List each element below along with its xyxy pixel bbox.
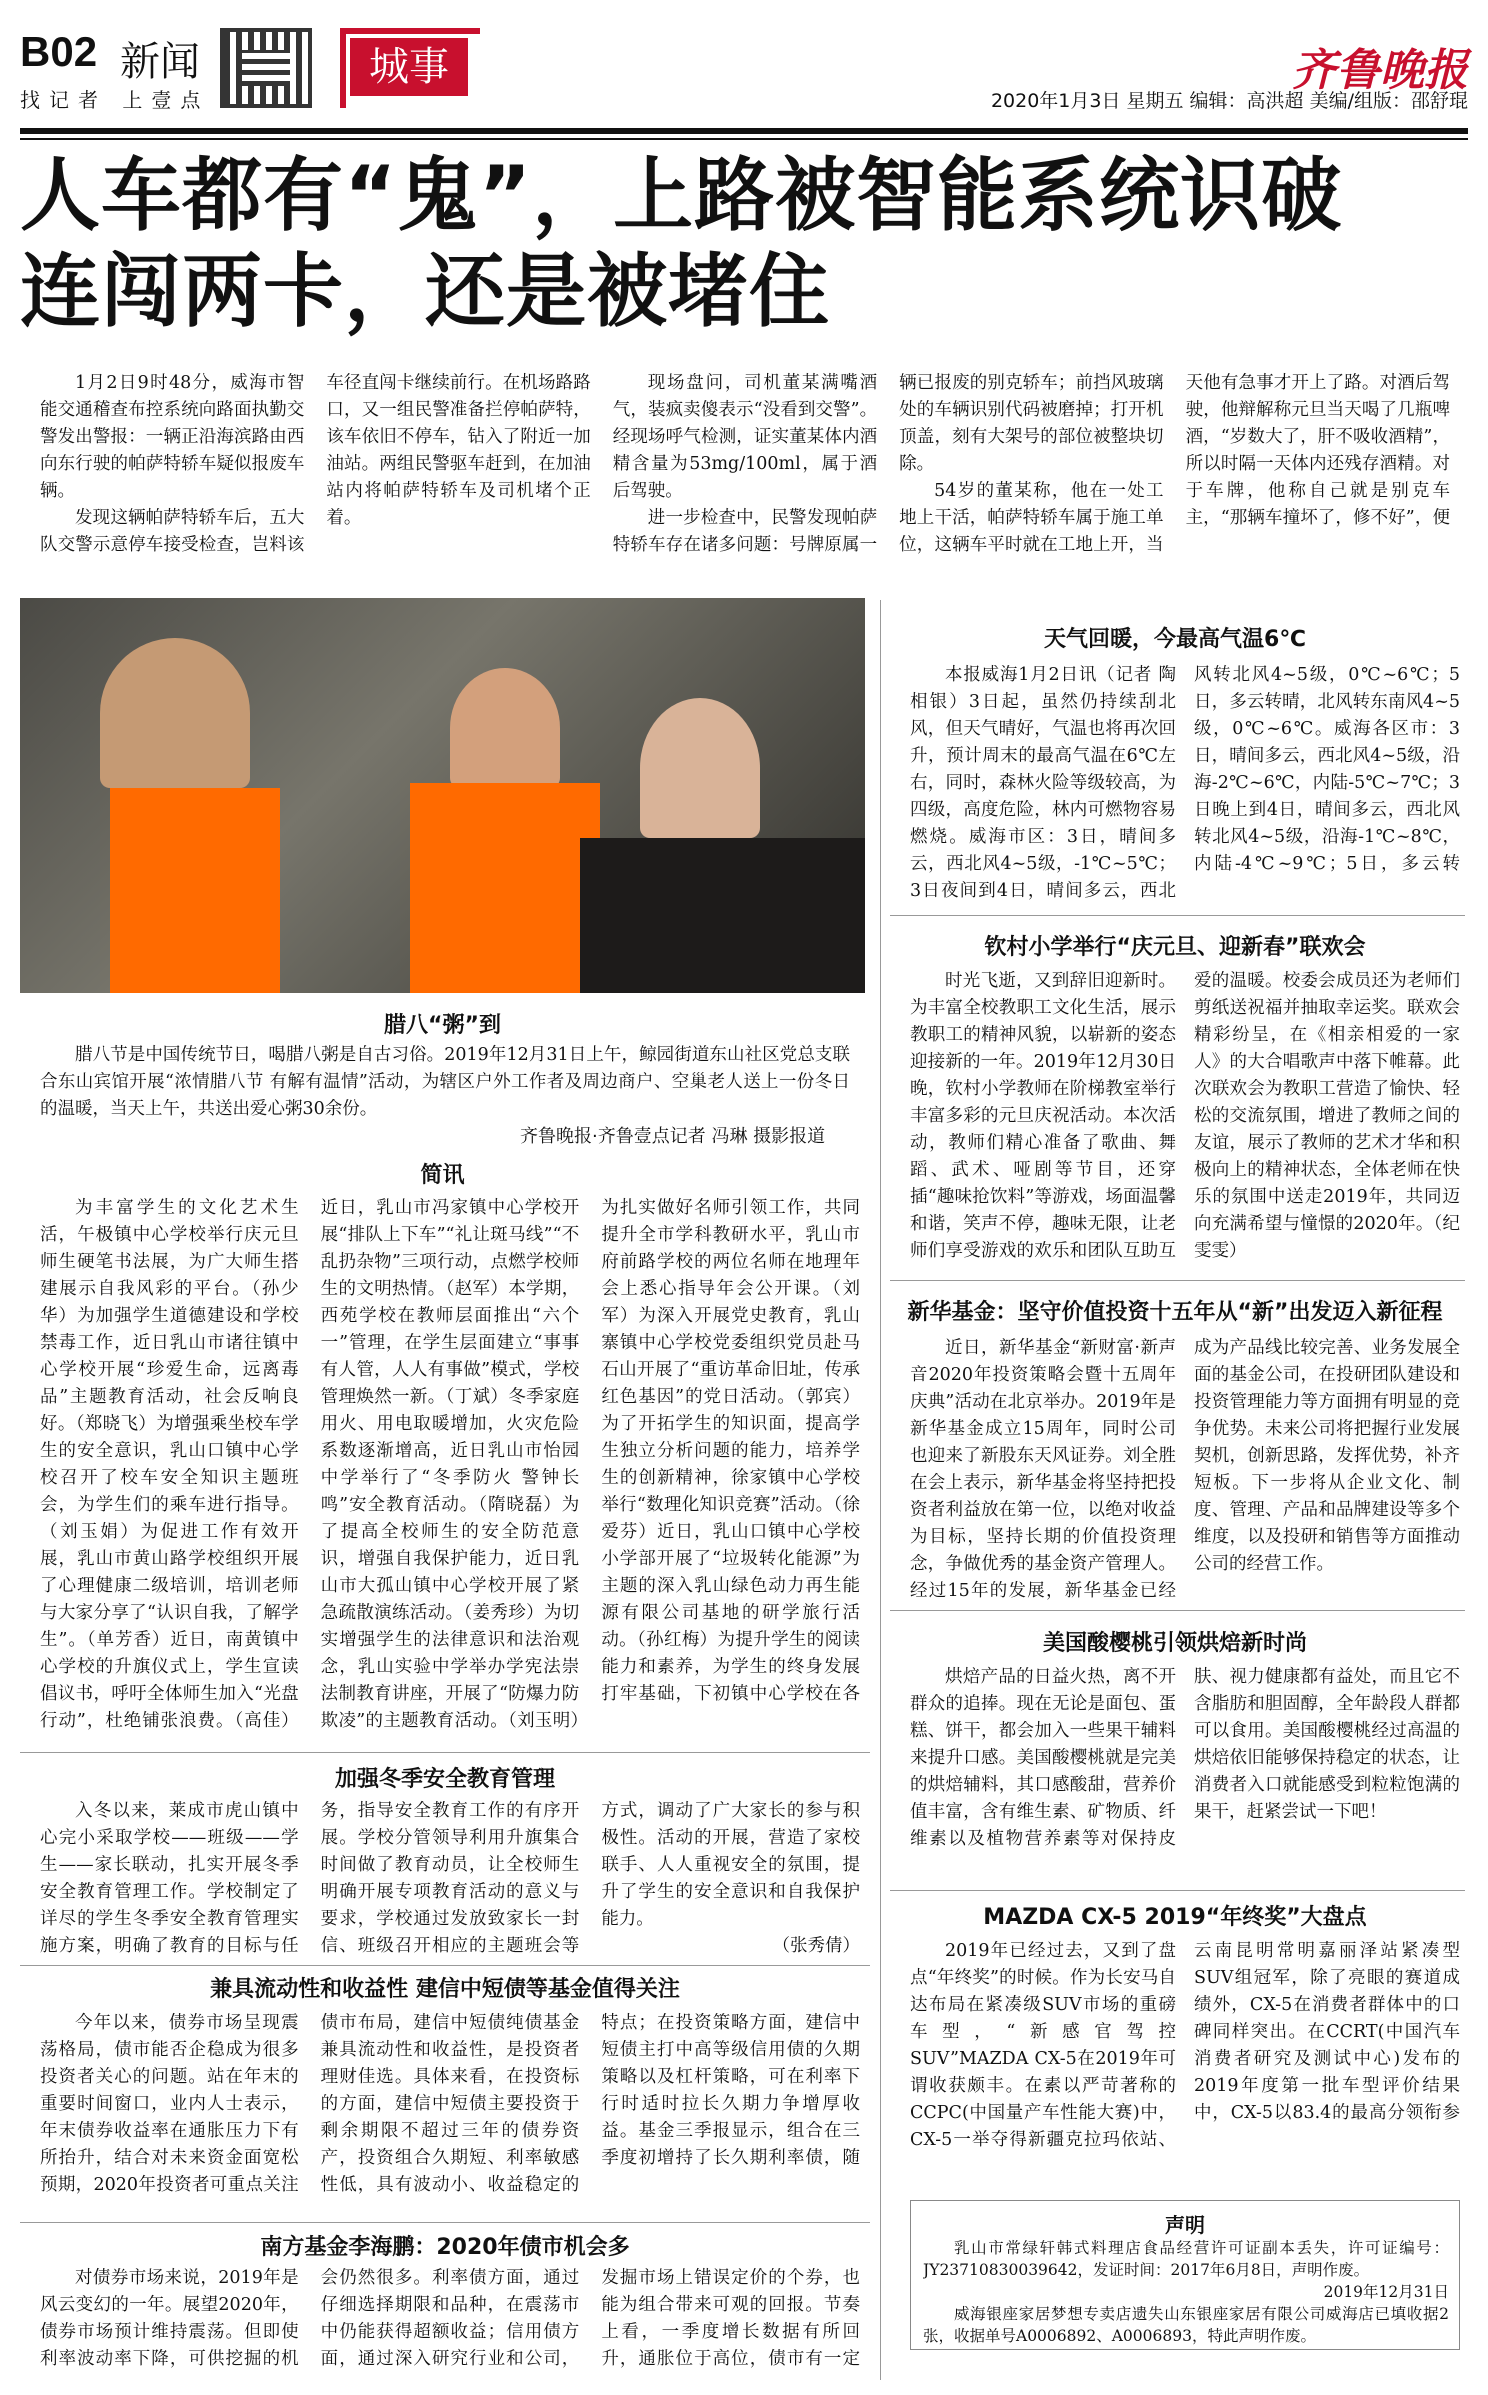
photo-credit: 齐鲁晚报·齐鲁壹点记者 冯琳 摄影报道 [520, 1126, 826, 1147]
news-photo [20, 598, 865, 993]
page-number: B02 [20, 28, 98, 75]
mazda-article: 2019年已经过去，又到了盘点“年终奖”的时候。作为长安马自达布局在紧凑级SUV市场的重磅车型，“新感官驾控SUV”MAZDA CX-5在2019年可谓收获颇丰。在素以严苛著称的CCPC(中国量产车性能大赛)中，CX-5一举夺得新疆克拉玛依站、云南昆明常明嘉丽泽站紧凑型SUV组冠军，除了亮眼的赛道成绩外，CX-5在消费者群体中的口碑同样突出。在CCRT(中国汽车消费者研究及测试中心)发布的2019年度第一批车型评价结果中，CX-5以83.4的最高分领衔参 [910, 1941, 1460, 2150]
xinhua-article: 近日，新华基金“新财富·新声音2020年投资策略会暨十五周年庆典”活动在北京举办。2019年是新华基金成立15周年，同时公司也迎来了新股东天风证券。刘全胜在会上表示，新华基金将坚持把投资者利益放在第一位，以绝对收益为目标，坚持长期的价值投资理念，争做优秀的基金资产管理人。经过15年的发展，新华基金已经成为产品线比较完善、业务发展全面的基金公司，在投研团队建设和投资管理能力等方面拥有明显的竞争优势。未来公司将把握行业发展契机，创新思路，发挥优势，补齐短板。下一步将从企业文化、制度、管理、产品和品牌建设等多个维度，以及投研和销售等方面推动公司的经营工作。 [910, 1338, 1460, 1601]
school-article: 时光飞逝，又到辞旧迎新时。为丰富全校教职工文化生活，展示教职工的精神风貌，以崭新的姿态迎接新的一年。2019年12月30日晚，钦村小学教师在阶梯教室举行丰富多彩的元旦庆祝活动。本次活动，教师们精心准备了歌曲、舞蹈、武术、哑剧等节目，还穿插“趣味抢饮料”等游戏，场面温馨和谐，笑声不停，趣味无限，让老师们享受游戏的欢乐和团队互助互爱的温暖。校委会成员还为老师们剪纸送祝福并抽取幸运奖。联欢会精彩纷呈，在《相亲相爱的一家人》的大合唱歌声中落下帷幕。此次联欢会为教职工营造了愉快、轻松的交流氛围，增进了教师之间的友谊，展示了教师的艺术才华和积极向上的精神状态，全体老师在快乐的氛围中送走2019年，共同迈向充满希望与憧憬的2020年。（纪雯雯） [910, 971, 1460, 1261]
main-headline [20, 148, 1468, 340]
bond-article: 今年以来，债券市场呈现震荡格局，债市能否企稳成为很多投资者关心的问题。站在年末的重要时间窗口，业内人士表示，年末债券收益率在通胀压力下有所抬升，结合对未来资金面宽松预期，2020年投资者可重点关注债市布局，建信中短债纯债基金兼具流动性和收益性，是投资者理财佳选。具体来看，在投资标的方面，建信中短债主要投资于剩余期限不超过三年的债券资产，投资组合久期短、利率敏感性低，具有波动小、收益稳定的特点；在投资策略方面，建信中短债主打中高等级信用债的久期策略以及杠杆策略，可在利率下行时适时拉长久期力争增厚收益。基金三季报显示，组合在三季度初增持了长久期利率债，随 [40, 2013, 860, 2195]
winter-title: 加强冬季安全教育管理 [334, 1767, 555, 1792]
winter-article: 入冬以来，莱成市虎山镇中心完小采取学校——班级——学生——家长联动，扎实开展冬季安全教育管理工作。学校制定了详尽的学生冬季安全教育管理实施方案，明确了教育的目标与任务，指导安全教育工作的有序开展。学校分管领导利用升旗集合时间做了教育动员，让全校师生明确开展专项教育活动的意义与要求，学校通过发放致家长一封信、班级召开相应的主题班会等方式，调动了广大家长的参与积极性。活动的开展，营造了家校联手、人人重视安全的氛围，提升了学生的安全意识和自我保护能力。 （张秀倩） [40, 1801, 860, 1956]
south-article: 对债券市场来说，2019年是风云变幻的一年。展望2020年，债券市场预计维持震荡。但即使利率波动率下降，可供挖掘的机会仍然很多。利率债方面，通过仔细选择期限和品种，在震荡市中仍能获得超额收益；信用债方面，通过深入研究行业和公司，发掘市场上错误定价的个券，也能为组合带来可观的回报。节奏上看，一季度增长数据有所回升，通胀位于高位，债市有一定 [40, 2268, 860, 2369]
notice-box: 声明 乳山市常绿轩韩式料理店食品经营许可证副本丢失，许可证编号：JY23710830039642，发证时间：2017年6月8日，声明作废。 2019年12月31日 威海银座家居梦想专卖店遗失山东银座家居有限公司威海店已填收据2张，收据单号A0006892、A0006893，特此声明作废。 [910, 2200, 1460, 2350]
header-rule [20, 128, 1468, 140]
bond-title: 兼具流动性和收益性 建信中短债等基金值得关注 [210, 1977, 680, 2002]
weather-title: 天气回暖，今最高气温6℃ [1044, 627, 1306, 652]
xinhua-title: 新华基金：坚守价值投资十五年从“新”出发迈入新征程 [907, 1300, 1443, 1325]
page-header [20, 28, 1468, 138]
volunteer [640, 698, 760, 838]
worker-2 [450, 668, 560, 788]
header-subtitle: 找记者 上壹点 [20, 88, 210, 112]
newspaper-logo: 齐鲁晚报 [1292, 45, 1468, 96]
headline-line-2: 连闯两卡，还是被堵住 [20, 245, 830, 338]
weather-article: 本报威海1月2日讯（记者 陶相银）3日起，虽然仍持续刮北风，但天气晴好，气温也将再次回升，预计周末的最高气温在6℃左右，同时，森林火险等级较高，为四级，高度危险，林内可燃物容易燃烧。威海市区：3日，晴间多云，西北风4~5级，-1℃~5℃；3日夜间到4日，晴间多云，西北风转北风4~5级，0℃~6℃；5日，多云转晴，北风转东南风4~5级，0℃~6℃。威海各区市：3日，晴间多云，西北风4~5级，沿海-2℃~6℃，内陆-5℃~7℃；3日晚上到4日，晴间多云，西北风转北风4~5级，沿海-1℃~8℃，内陆-4℃~9℃；5日，多云转 [910, 665, 1460, 901]
photo-caption: 腊八节是中国传统节日，喝腊八粥是自古习俗。2019年12月31日上午，鲸园街道东山社区党总支联合东山宾馆开展“浓情腊八节 有解有温情”活动，为辖区户外工作者及周边商户、空巢老人送上一份冬日的温暖，当天上午，共送出爱心粥30余份。 [40, 1045, 850, 1119]
cherry-article: 烘焙产品的日益火热，离不开群众的追捧。现在无论是面包、蛋糕、饼干，都会加入一些果干辅料来提升口感。美国酸樱桃就是完美的烘焙辅料，其口感酸甜，营养价值丰富，含有维生素、矿物质、纤维素以及植物营养素等对保持皮肤、视力健康都有益处，而且它不含脂肪和胆固醇，全年龄段人群都可以食用。美国酸樱桃经过高温的烘焙依旧能够保持稳定的状态，让消费者入口就能感受到粒粒饱满的果干，赶紧尝试一下吧！ [910, 1667, 1460, 1849]
lead-article: 1月2日9时48分，威海市智能交通稽查布控系统向路面执勤交警发出警报：一辆正沿海滨路由西向东行驶的帕萨特轿车疑似报废车辆。 发现这辆帕萨特轿车后，五大队交警示意停车接受检查，岂料该车径直闯卡继续前行。在机场路路口，又一组民警准备拦停帕萨特，该车依旧不停车，钻入了附近一加油站。两组民警驱车赶到，在加油站内将帕萨特轿车及司机堵个正着。 现场盘问，司机董某满嘴酒气，装疯卖傻表示“没看到交警”。经现场呼气检测，证实董某体内酒精含量为53mg/100ml，属于酒后驾驶。 进一步检查中，民警发现帕萨特轿车存在诸多问题：号牌原属一辆已报废的别克轿车；前挡风玻璃处的车辆识别代码被磨掉；打开机顶盖，刻有大架号的部位被整块切除。 54岁的董某称，他在一处工地上干活，帕萨特轿车属于施工单位，这辆车平时就在工地上开，当天他有急事才开上了路。对酒后驾驶，他辩解称元旦当天喝了几瓶啤酒，“岁数大了，肝不吸收酒精”，所以时隔一天体内还残存酒精。对于车牌，他称自己就是别克车主，“那辆车撞坏了，修不好”，便 [40, 373, 1450, 555]
notice-title: 声明 [1165, 2213, 1205, 2237]
qr-code-icon[interactable] [220, 28, 312, 108]
brief-column: 为丰富学生的文化艺术生活，午极镇中心学校举行庆元旦师生硬笔书法展，为广大师生搭建展示自我风彩的平台。（孙少华）为加强学生道德建设和学校禁毒工作，近日乳山市诸往镇中心学校开展“珍爱生命，远离毒品”主题教育活动，社会反响良好。（郑晓飞）为增强乘坐校车学生的安全意识，乳山口镇中心学校召开了校车安全知识主题班会，为学生们的乘车进行指导。（刘玉娟）为促进工作有效开展，乳山市黄山路学校组织开展了心理健康二级培训，培训老师与大家分享了“认识自我，了解学生”。（单芳香）近日，南黄镇中心学校的升旗仪式上，学生宣读倡议书，呼吁全体师生加入“光盘行动”，杜绝铺张浪费。（高佳）近日，乳山市冯家镇中心学校开展“排队上下车”“礼让斑马线”“不乱扔杂物”三项行动，点燃学校师生的文明热情。（赵军）本学期，西苑学校在教师层面推出“六个一”管理，在学生层面建立“事事有人管，人人有事做”模式，学校管理焕然一新。（丁斌）冬季家庭用火、用电取暖增加，火灾危险系数逐渐增高，近日乳山市怡园中学举行了“冬季防火 警钟长鸣”安全教育活动。（隋晓磊）为了提高全校师生的安全防范意识，增强自我保护能力，近日乳山市大孤山镇中心学校开展了紧急疏散演练活动。（姜秀珍）为切实增强学生的法律意识和法治观念，乳山实验中学举办学宪法崇法制教育讲座，开展了“防爆力防欺凌”的主题教育活动。（刘玉明）为扎实做好名师引领工作，共同提升全市学科教研水平，乳山市府前路学校的两位名师在地理年会上悉心指导年会公开课。（刘军）为深入开展党史教育，乳山寨镇中心学校党委组织党员赴马石山开展了“重访革命旧址，传承红色基因”的党日活动。（郭宾）为了开拓学生的知识面，提高学生独立分析问题的能力，培养学生的创新精神，徐家镇中心学校举行“数理化知识竞赛”活动。（徐爱芬）近日，乳山口镇中心学校小学部开展了“垃圾转化能源”为主题的深入乳山绿色动力再生能源有限公司基地的研学旅行活动。（孙红梅）为提升学生的阅读能力和素养，为学生的终身发展打牢基础，下初镇中心学校在各 [40, 1198, 860, 1731]
issue-meta: 2020年1月3日 星期五 编辑：高洪超 美编/组版：邵舒琨 [990, 90, 1468, 112]
photo-title: 腊八“粥”到 [384, 1013, 501, 1038]
headline-line-1: 人车都有“鬼”，上路被智能系统识破 [20, 149, 1343, 242]
school-title: 钦村小学举行“庆元旦、迎新春”联欢会 [984, 935, 1366, 960]
brief-title: 简讯 [420, 1163, 465, 1188]
column-tag: 城事 [350, 38, 468, 96]
cherry-title: 美国酸樱桃引领烘焙新时尚 [1042, 1631, 1307, 1656]
mazda-title: MAZDA CX-5 2019“年终奖”大盘点 [983, 1905, 1367, 1930]
worker-1 [100, 638, 250, 788]
section-name: 新闻 [120, 39, 200, 85]
south-title: 南方基金李海鹏：2020年债市机会多 [260, 2235, 630, 2260]
